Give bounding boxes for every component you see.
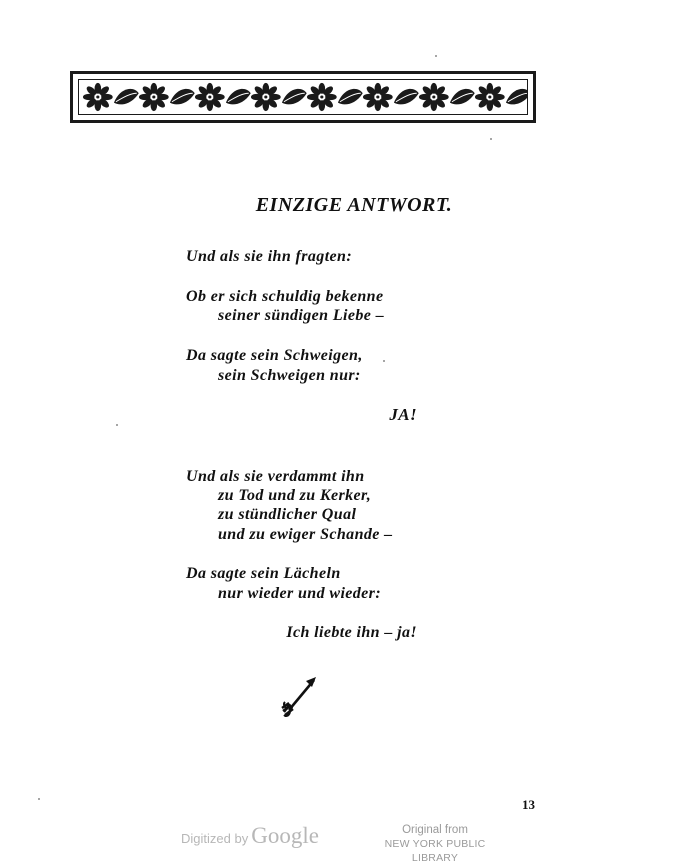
- poem-line: sein Schweigen nur:: [218, 367, 361, 384]
- library-watermark: [369, 823, 501, 865]
- floral-border-icon: [78, 79, 528, 115]
- poem-line: Ob er sich schuldig bekenne: [186, 288, 384, 305]
- google-logo: Google: [251, 823, 319, 848]
- poem-answer: JA!: [389, 405, 417, 424]
- poem-line: seiner sündigen Liebe –: [218, 307, 385, 324]
- poem-line: Und als sie ihn fragten:: [186, 248, 353, 265]
- arrow-icon: [280, 674, 320, 718]
- paper-speck: [383, 360, 385, 362]
- digitized-by-google-watermark: [181, 823, 319, 849]
- poem-line: Da sagte sein Schweigen,: [186, 347, 363, 364]
- original-from-label: Original from: [402, 824, 468, 836]
- poem-line: zu stündlicher Qual: [218, 506, 357, 523]
- floral-ornament-band: [70, 71, 536, 123]
- page-number: 13: [522, 797, 535, 812]
- poem-line: nur wieder und wieder:: [218, 585, 382, 602]
- digitized-by-label: Digitized by: [181, 831, 249, 846]
- paper-speck: [435, 55, 437, 57]
- poem-line: Da sagte sein Lächeln: [186, 565, 341, 582]
- poem-answer: Ich liebte ihn – ja!: [286, 624, 417, 641]
- poem-line: zu Tod und zu Kerker,: [218, 487, 372, 504]
- poem-title: EINZIGE ANTWORT.: [255, 194, 453, 216]
- poem-line: und zu ewiger Schande –: [218, 526, 393, 543]
- paper-speck: [38, 798, 40, 800]
- paper-speck: [116, 424, 118, 426]
- poem-line: Und als sie verdammt ihn: [186, 468, 365, 485]
- library-name: NEW YORK PUBLIC LIBRARY: [384, 838, 486, 864]
- paper-speck: [490, 138, 492, 140]
